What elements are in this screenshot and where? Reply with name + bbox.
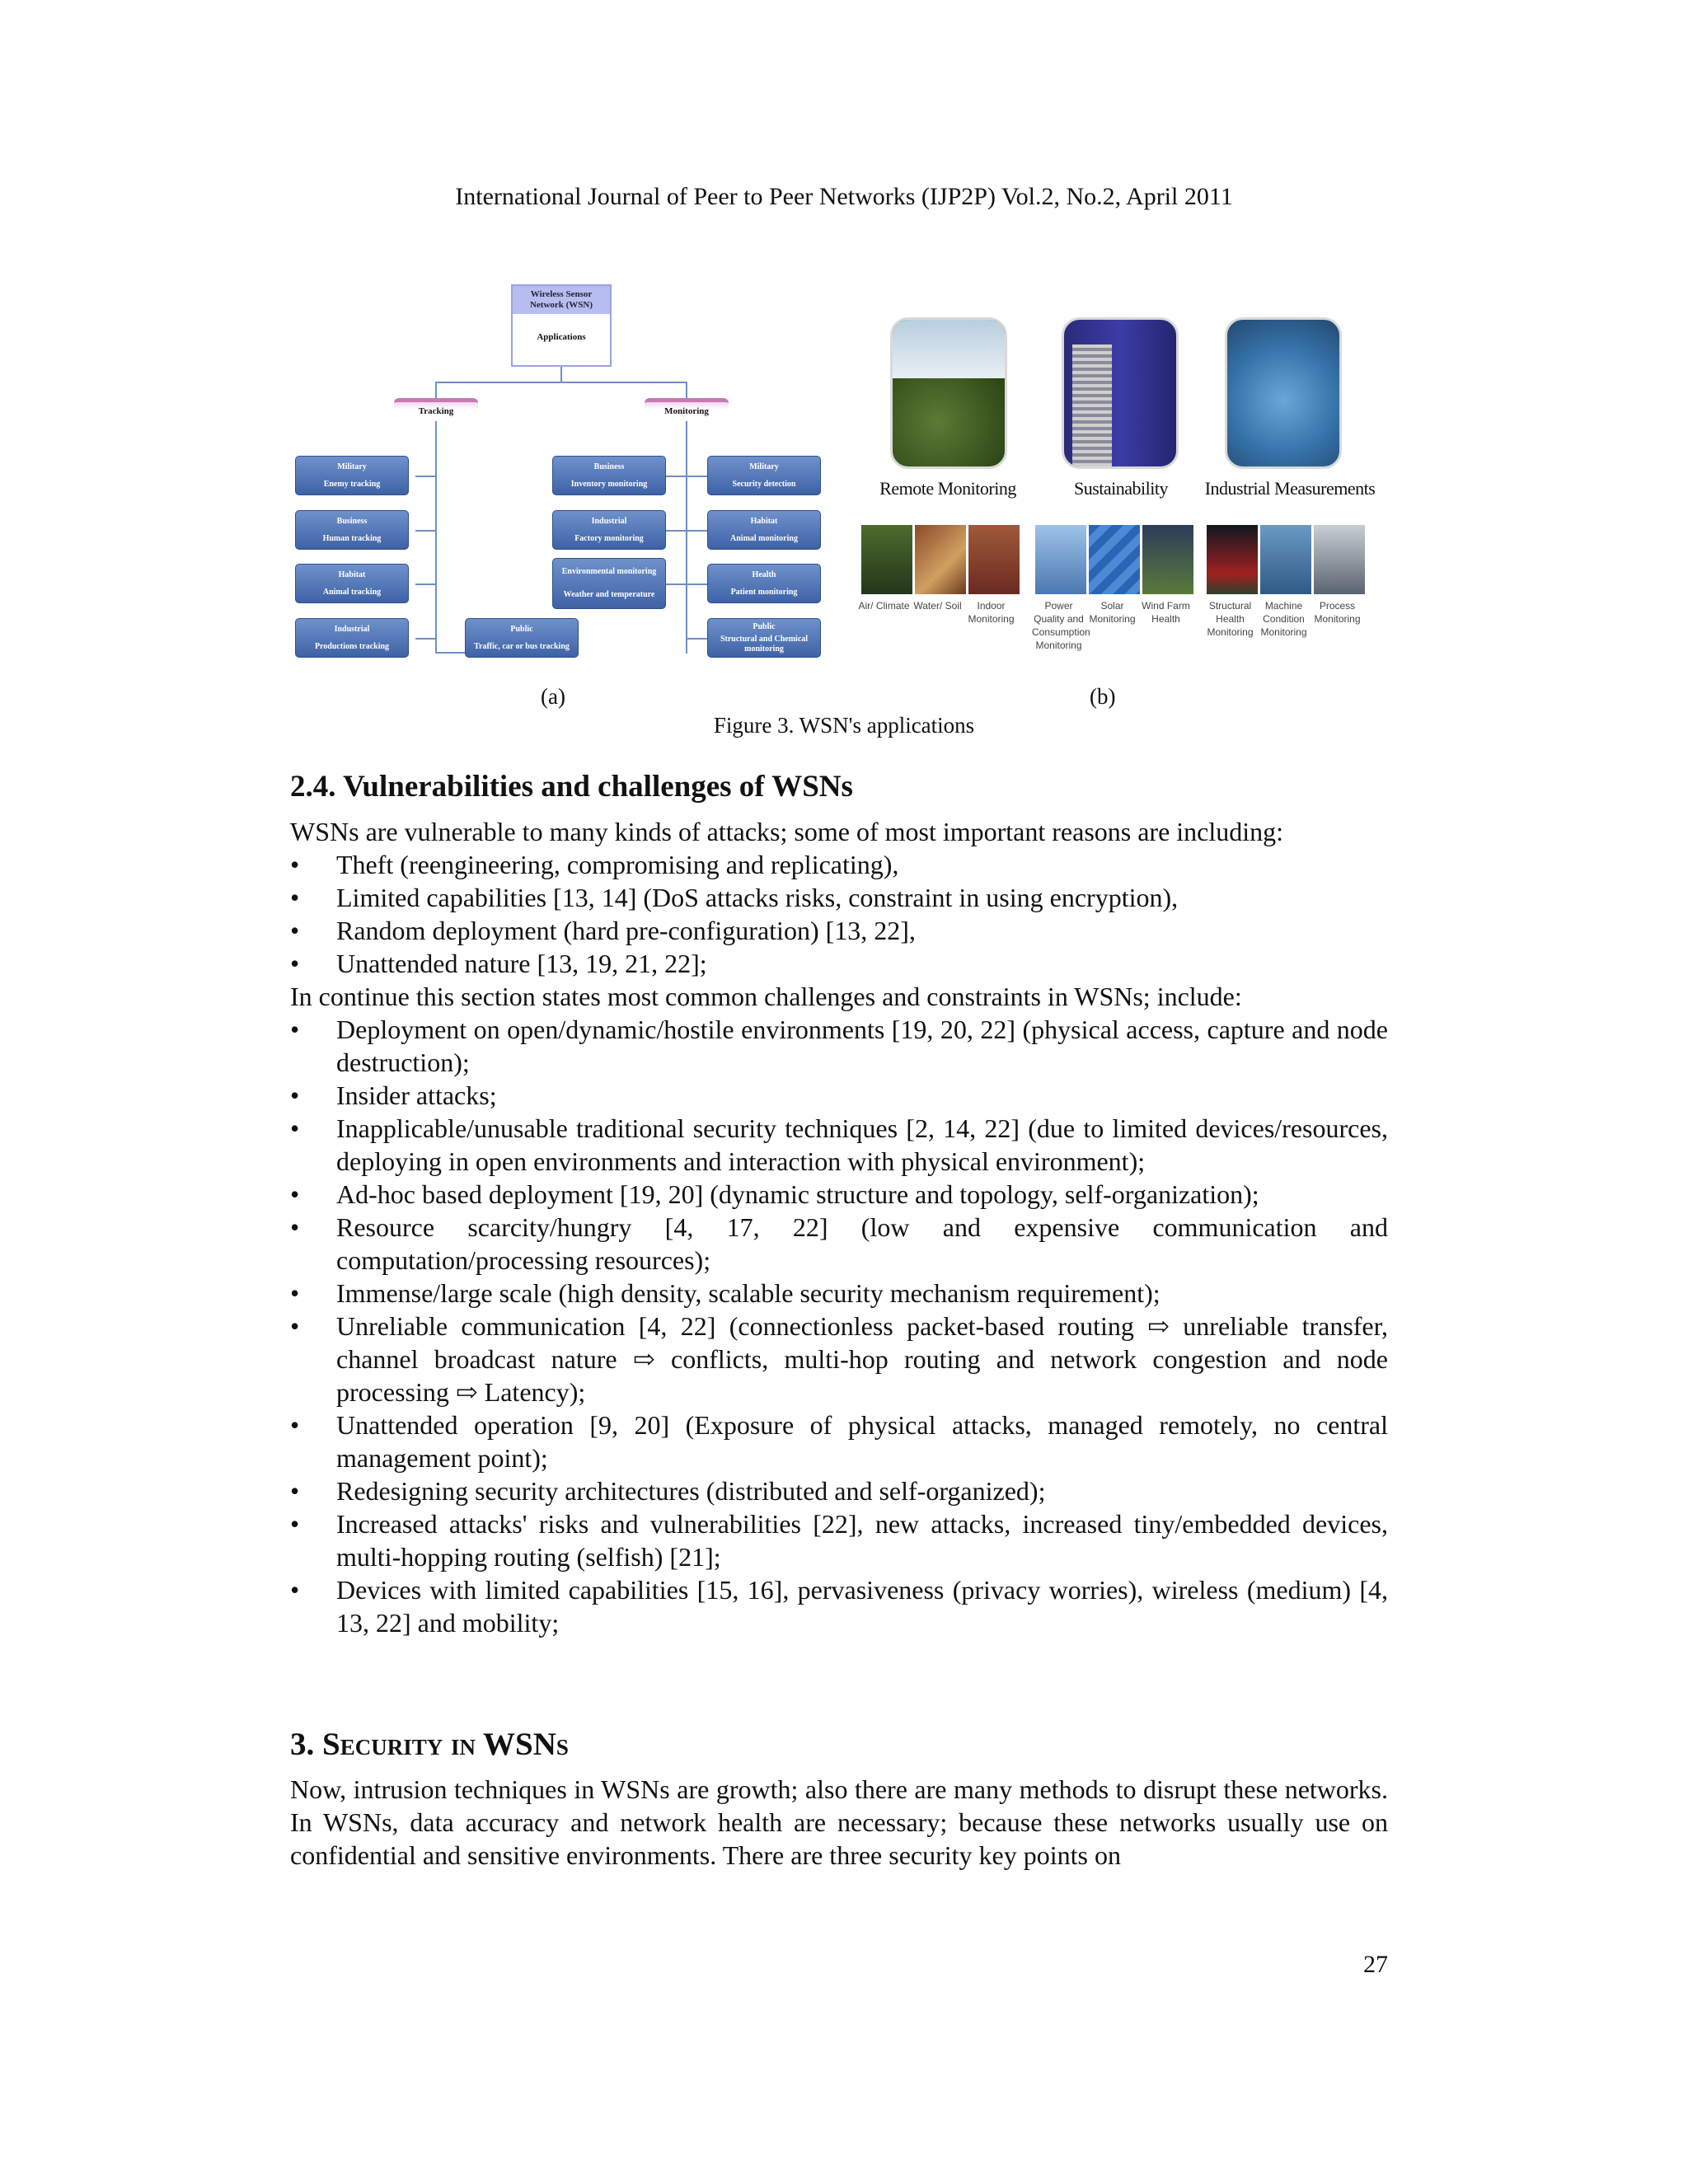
air-climate-thumb [861,525,912,594]
forest-photo [890,317,1007,469]
list-item [290,1211,1388,1277]
leaf-public-tracking [465,618,579,658]
category-tracking: Tracking [394,398,478,421]
list-item [290,1013,1388,1079]
list-item-text: Limited capabilities [13, 14] (DoS attacks risks, constraint in using encryption), [336,883,1179,912]
leaf-sub: Inventory monitoring [570,479,648,489]
machine-photo [1225,317,1342,469]
root-title: Wireless Sensor Network (WSN) [513,286,610,314]
bullet-icon: • [290,1476,300,1506]
leaf-industrial-monitoring [552,510,666,550]
figure-caption: Figure 3. WSN's applications [713,713,975,738]
leaf-sub: Productions tracking [314,641,390,651]
leaf-sub: Patient monitoring [730,587,798,597]
reasons-list [290,848,1388,980]
sub-label: Water/ Soil [913,600,962,612]
wsn-application-photos [857,309,1393,672]
root-subtitle: Applications [537,332,586,342]
leaf-public-monitoring [707,618,821,658]
list-item-text: Unattended nature [13, 19, 21, 22]; [336,949,707,978]
bullet-icon: • [290,1212,300,1242]
list-item [290,947,1388,980]
sub-label: Structural Health Monitoring [1207,600,1254,638]
challenges-intro: In continue this section states most common challenges and constraints in WSNs; include: [290,982,1242,1011]
indoor-monitoring-thumb [968,525,1020,594]
sustainability-strip [1035,525,1193,594]
bullet-icon: • [290,1113,300,1143]
sub-label: Indoor Monitoring [968,600,1015,625]
list-item-text: Devices with limited capabilities [15, 16], pervasiveness (privacy worries), wireless (medium) [4, 13, 22] and mobility; [336,1575,1388,1638]
list-item [290,1112,1388,1178]
leaf-health-monitoring [707,564,821,603]
group-sustainability: Sustainability [1074,478,1168,499]
leaf-title: Habitat [338,569,366,579]
bullet-icon: • [290,1080,300,1110]
list-item [290,1573,1388,1639]
section-heading: 2.4. Vulnerabilities and challenges of WSNs [290,770,853,804]
solar-thumb [1089,525,1140,594]
list-item-text: Ad-hoc based deployment [19, 20] (dynamic structure and topology, self-organization); [336,1179,1259,1209]
leaf-title: Public [510,624,533,634]
list-item-text: Insider attacks; [336,1080,497,1110]
leaf-sub: Structural and Chemical monitoring [720,634,809,654]
remote-monitoring-strip [861,525,1020,594]
bullet-icon: • [290,1509,300,1539]
leaf-industrial-tracking [295,618,409,658]
bullet-icon: • [290,1410,300,1440]
section-3 [290,1727,1388,1872]
leaf-military-tracking [295,456,409,495]
list-item-text: Redesigning security architectures (distributed and self-organized); [336,1476,1046,1506]
leaf-title: Habitat [750,516,778,526]
sub-label: Air/ Climate [858,600,910,612]
list-item [290,1079,1388,1112]
leaf-environmental-monitoring [552,558,666,609]
power-quality-thumb [1035,525,1086,594]
list-item [290,1474,1388,1507]
leaf-habitat-tracking [295,564,409,603]
water-soil-thumb [915,525,966,594]
running-header: International Journal of Peer to Peer Networks (IJP2P) Vol.2, No.2, April 2011 [455,183,1233,210]
leaf-sub: Factory monitoring [574,533,644,543]
leaf-title: Business [593,462,625,471]
remote-sub-labels [857,599,1018,626]
category-monitoring: Monitoring [645,398,729,421]
list-item-text: Resource scarcity/hungry [4, 17, 22] (low and expensive communication and computation/processing resources); [336,1212,1388,1275]
bullet-icon: • [290,883,300,912]
sub-label: Machine Condition Monitoring [1260,600,1307,638]
list-item-text: Immense/large scale (high density, scalable security mechanism requirement); [336,1278,1160,1308]
leaf-sub: Animal tracking [322,587,382,597]
leaf-title: Public [753,621,776,631]
process-monitoring-thumb [1314,525,1365,594]
structural-health-thumb [1207,525,1258,594]
bullet-icon: • [290,850,300,879]
bullet-icon: • [290,1311,300,1341]
sub-label: Process Monitoring [1314,600,1361,625]
list-item-text: Unattended operation [9, 20] (Exposure of physical attacks, managed remotely, no central management point); [336,1410,1388,1473]
list-item-text: Deployment on open/dynamic/hostile environments [19, 20, 22] (physical access, capture and node destruction); [336,1015,1388,1077]
leaf-military-monitoring [707,456,821,495]
wsn-applications-diagram [295,284,839,672]
section-3-paragraph: Now, intrusion techniques in WSNs are growth; also there are many methods to disrupt these networks. In WSNs, data accuracy and network health are necessary; because these networks usually use on confidential and sensitive environments. There are three security key points on [290,1774,1388,1870]
leaf-sub: Security detection [732,479,796,489]
panel-label-a: (a) [541,684,565,709]
sub-label: Power Quality and Consumption Monitoring [1032,600,1090,651]
page-number: 27 [1363,1951,1388,1978]
bullet-icon: • [290,1179,300,1209]
diagram-root-node [511,284,612,367]
bullet-icon: • [290,1575,300,1605]
leaf-title: Industrial [334,624,370,634]
sub-label: Wind Farm Health [1142,600,1190,625]
panel-label-b: (b) [1090,684,1116,709]
list-item [290,881,1388,914]
bullet-icon: • [290,949,300,978]
list-item [290,848,1388,881]
leaf-title: Business [336,516,368,526]
leaf-title: Military [337,462,367,471]
list-item [290,1408,1388,1474]
leaf-sub: Human tracking [322,533,382,543]
machine-condition-thumb [1260,525,1311,594]
sustainability-sub-labels [1032,599,1193,652]
challenges-list [290,1013,1388,1639]
list-item-text: Unreliable communication [4, 22] (connectionless packet-based routing ⇨ unreliable transfer, channel broadcast nature ⇨ conflicts, multi-hop routing and network congestion and node processing ⇨ Latency); [336,1311,1388,1407]
leaf-title: Military [749,462,779,471]
leaf-title: Health [752,569,776,579]
industrial-strip [1207,525,1365,594]
group-remote-monitoring: Remote Monitoring [879,478,1016,499]
list-item [290,1310,1388,1408]
leaf-business-tracking [295,510,409,550]
wind-farm-thumb [1142,525,1193,594]
intro-paragraph: WSNs are vulnerable to many kinds of attacks; some of most important reasons are including: [290,817,1284,846]
list-item [290,1277,1388,1310]
bullet-icon: • [290,1015,300,1044]
section-heading: 3. Security in WSNs [290,1727,569,1762]
bullet-icon: • [290,916,300,945]
list-item-text: Theft (reengineering, compromising and replicating), [336,850,899,879]
leaf-sub: Enemy tracking [323,479,381,489]
list-item-text: Increased attacks' risks and vulnerabilities [22], new attacks, increased tiny/embedded devices, multi-hopping routing (selfish) [21]; [336,1509,1388,1572]
list-item [290,1507,1388,1573]
leaf-sub: Animal monitoring [730,533,798,543]
list-item [290,1178,1388,1211]
list-item [290,914,1388,947]
list-item-text: Random deployment (hard pre-configuration) [13, 22], [336,916,916,945]
leaf-sub: Weather and temperature [563,590,655,599]
bullet-icon: • [290,1278,300,1308]
sub-label: Solar Monitoring [1089,600,1136,625]
section-2-4 [290,769,1388,1639]
leaf-habitat-monitoring [707,510,821,550]
industrial-sub-labels [1203,599,1364,639]
list-item-text: Inapplicable/unusable traditional security techniques [2, 14, 22] (due to limited devices/resources, deploying in open environments and interaction with physical environment); [336,1113,1388,1176]
leaf-business-monitoring [552,456,666,495]
leaf-sub: Traffic, car or bus tracking [474,641,570,651]
leaf-title: Environmental monitoring [561,567,657,576]
group-industrial-measurements: Industrial Measurements [1204,478,1376,499]
building-photo [1062,317,1179,469]
leaf-title: Industrial [591,516,627,526]
